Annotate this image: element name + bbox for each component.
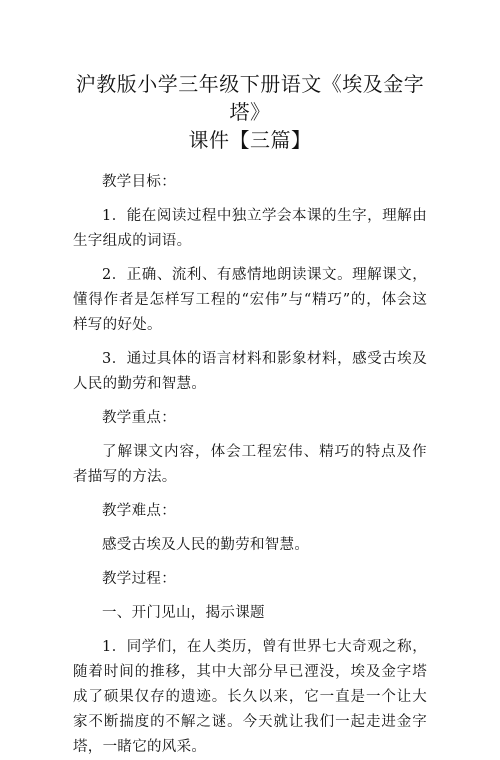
title-line-2: 课件【三篇】 (188, 128, 312, 152)
objective-2: 2．正确、流利、有感情地朗读课文。理解课文，懂得作者是怎样写工程的“宏伟”与“精巧”的，体会这样写的好处。 (73, 267, 427, 333)
heading-process: 教学过程： (102, 571, 176, 587)
section-1-paragraph: 1．同学们，在人类历，曾有世界七大奇观之称，随着时间的推移，其中大部分早已湮没，埃及金字塔成了硕果仅存的遗迹。长久以来，它一直是一个让大家不断揣度的不解之谜。今天就让我们一起走进金字塔，一睹它的风采。 (73, 639, 427, 755)
document-body (73, 170, 427, 760)
key-points-text: 了解课文内容，体会工程宏伟、精巧的特点及作者描写的方法。 (73, 444, 427, 485)
difficulties-text: 感受古埃及人民的勤劳和智慧。 (102, 537, 310, 553)
heading-key-points: 教学重点： (102, 410, 176, 426)
heading-difficulties: 教学难点： (102, 503, 176, 519)
document-title (73, 0, 427, 154)
heading-objectives: 教学目标： (102, 174, 176, 190)
objective-3: 3．通过具体的语言材料和影象材料，感受古埃及人民的勤劳和智慧。 (73, 351, 427, 392)
section-1-heading: 一、开门见山，揭示课题 (102, 605, 265, 621)
title-line-1: 沪教版小学三年级下册语文《埃及金字塔》 (75, 72, 425, 124)
objective-1: 1．能在阅读过程中独立学会本课的生字，理解由生字组成的词语。 (73, 208, 427, 249)
